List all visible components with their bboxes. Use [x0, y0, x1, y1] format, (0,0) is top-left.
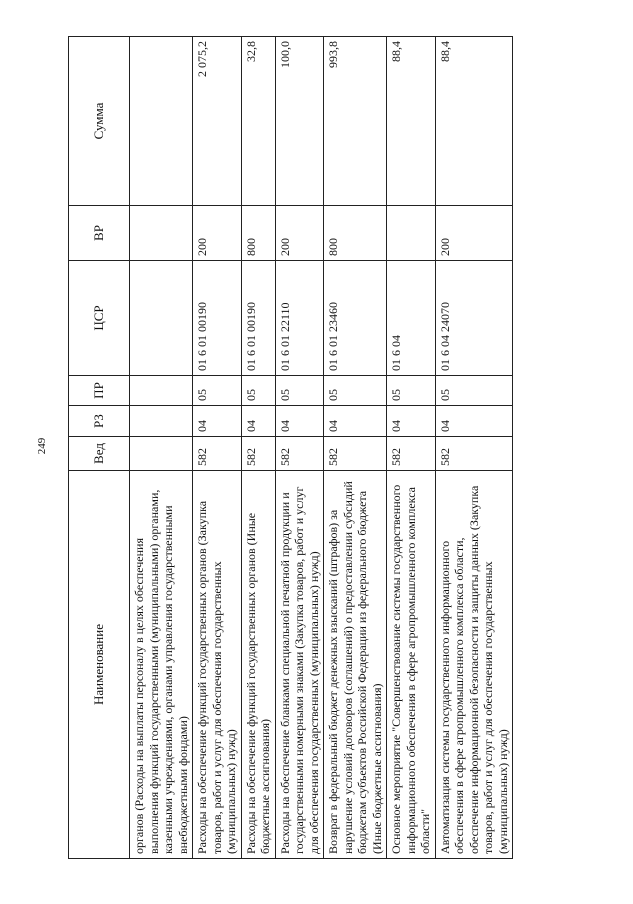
- cell-vr: 800: [324, 206, 387, 261]
- cell-vr: 200: [275, 206, 324, 261]
- cell-csr: 01 6 01 22110: [275, 261, 324, 376]
- cell-rz: [130, 406, 193, 437]
- header-name: Наименование: [69, 471, 130, 859]
- cell-name: Расходы на обеспечение функций государственных органов (Закупка товаров, работ и услуг для обеспечения государственных (муниципальных) нужд): [193, 471, 242, 859]
- cell-rz: 04: [435, 406, 513, 437]
- cell-rz: 04: [193, 406, 242, 437]
- cell-vr: 200: [193, 206, 242, 261]
- cell-rz: 04: [241, 406, 275, 437]
- cell-name: Расходы на обеспечение функций государственных органов (Иные бюджетные ассигнования): [241, 471, 275, 859]
- cell-csr: [130, 261, 193, 376]
- cell-name: Возврат в федеральный бюджет денежных взысканий (штрафов) за нарушение условий договоров (соглашений) о предоставлении субсидий бюджетам субъектов Российской Федерации из федерального бюджета (Иные бюджетные ассигнования): [324, 471, 387, 859]
- cell-sum: 88,4: [387, 37, 436, 206]
- header-vr: ВР: [69, 206, 130, 261]
- cell-ved: 582: [193, 437, 242, 471]
- table-row: [275, 37, 324, 859]
- cell-pr: 05: [435, 376, 513, 406]
- header-sum: Сумма: [69, 37, 130, 206]
- cell-vr: 800: [241, 206, 275, 261]
- cell-name: Основное мероприятие "Совершенствование системы государственного информационного обеспечения в сфере агропромышленного комплекса области": [387, 471, 436, 859]
- cell-ved: 582: [387, 437, 436, 471]
- cell-csr: 01 6 04: [387, 261, 436, 376]
- header-ved: Вед: [69, 437, 130, 471]
- cell-sum: 993,8: [324, 37, 387, 206]
- cell-ved: 582: [324, 437, 387, 471]
- cell-pr: 05: [275, 376, 324, 406]
- cell-vr: 200: [435, 206, 513, 261]
- cell-sum: 100,0: [275, 37, 324, 206]
- cell-name: Расходы на обеспечение бланками специальной печатной продукции и государственными номерными знаками (Закупка товаров, работ и услуг для обеспечения государственных (муниципальных) нужд): [275, 471, 324, 859]
- table-row: [387, 37, 436, 859]
- table-row: [130, 37, 193, 859]
- cell-name: органов (Расходы на выплаты персоналу в целях обеспечения выполнения функций государственными (муниципальными) органами, казенными учреждениями, органами управления государственными внебюджетными фондами): [130, 471, 193, 859]
- cell-pr: [130, 376, 193, 406]
- cell-ved: 582: [435, 437, 513, 471]
- cell-pr: 05: [241, 376, 275, 406]
- cell-pr: 05: [387, 376, 436, 406]
- table-row: [324, 37, 387, 859]
- cell-name: Автоматизация системы государственного информационного обеспечения в сфере агропромышленного комплекса области, обеспечение информационной безопасности и защиты данных (Закупка товаров, работ и услуг для обеспечения государственных (муниципальных) нужд): [435, 471, 513, 859]
- cell-csr: 01 6 01 23460: [324, 261, 387, 376]
- cell-sum: 88,4: [435, 37, 513, 206]
- table-header-row: [69, 37, 130, 859]
- page-number: 249: [36, 437, 48, 455]
- header-pr: ПР: [69, 376, 130, 406]
- cell-sum: 32,8: [241, 37, 275, 206]
- cell-rz: 04: [387, 406, 436, 437]
- cell-csr: 01 6 01 00190: [193, 261, 242, 376]
- cell-ved: 582: [241, 437, 275, 471]
- cell-pr: 05: [193, 376, 242, 406]
- cell-csr: 01 6 01 00190: [241, 261, 275, 376]
- cell-sum: 2 075,2: [193, 37, 242, 206]
- table-row: [241, 37, 275, 859]
- table-row: [193, 37, 242, 859]
- cell-vr: [130, 206, 193, 261]
- header-rz: РЗ: [69, 406, 130, 437]
- cell-ved: 582: [275, 437, 324, 471]
- cell-csr: 01 6 04 24070: [435, 261, 513, 376]
- cell-sum: [130, 37, 193, 206]
- cell-ved: [130, 437, 193, 471]
- cell-rz: 04: [275, 406, 324, 437]
- table-row: [435, 37, 513, 859]
- cell-rz: 04: [324, 406, 387, 437]
- cell-vr: [387, 206, 436, 261]
- cell-pr: 05: [324, 376, 387, 406]
- budget-table: [68, 36, 513, 859]
- header-csr: ЦСР: [69, 261, 130, 376]
